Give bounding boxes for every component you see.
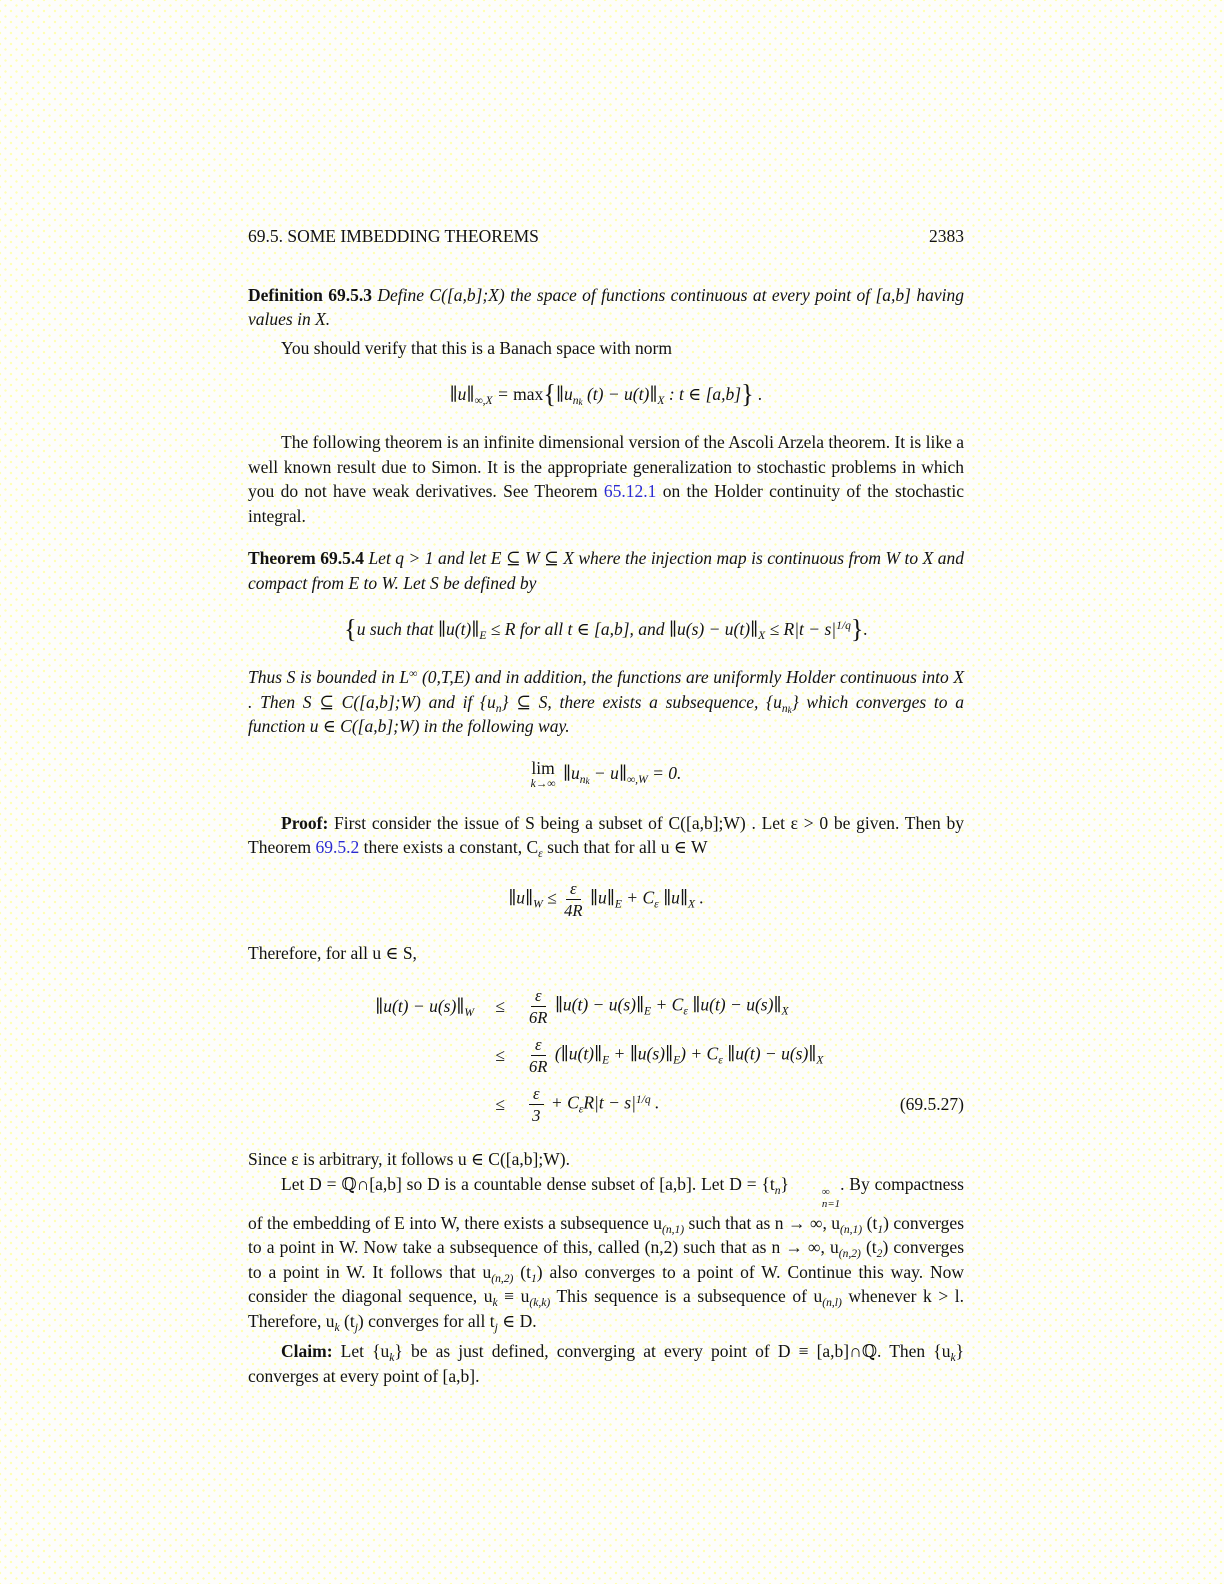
running-header — [248, 224, 964, 249]
since-epsilon-paragraph: Since ε is arbitrary, it follows u ∈ C([a,b];W). — [248, 1149, 570, 1170]
cross-reference-link[interactable]: 65.12.1 — [603, 481, 657, 501]
page-number: 2383 — [929, 226, 964, 246]
chain-row-3 — [248, 1083, 964, 1125]
definition-69-5-3: Definition 69.5.3 Define C([a,b];X) the space of functions continuous at every point of [a,b] having values in X. — [248, 284, 964, 329]
section-heading: 69.5. SOME IMBEDDING THEOREMS — [248, 226, 539, 246]
chain-rhs: $\frac{\varepsilon}{6R}$ ∥u(t) − $u(s)\parallel_E + C_\varepsilon$ ∥u(t) − $u(s)\parallel_X$ — [529, 985, 789, 1027]
cross-reference-link[interactable]: 69.5.2 — [315, 837, 360, 858]
diagonal-sequence-paragraph: Let D = ℚ∩[a,b] so D is a countable dense subset of [a,b]. Let $D = \{t_n\}$ ∞ n=1 . By compactness of the embedding of E into W, there exists a subsequence $u_{(n,1)}$ such that as n → ∞, $u_{(n,1)}$ $(t_1)$ converges to a point in W. Now take a subsequence of this, called (n,2) such that as n → ∞, $u_{(n,2)}$ $(t_2)$ converges to a point in W. It follows that $u_{(n,2)}$ $(t_1)$ also converges to a point of W. Continue this way. Now consider the diagonal sequence, $u_k \equiv u_{(k,k)}$ This sequence is a subsequence of $u_{(n,l)}$ whenever k > l. Therefore, $u_k$ $(t_j)$ converges for all $t_j$ ∈ D. — [248, 1173, 965, 1334]
chain-row-1 — [248, 985, 964, 1027]
page-text-block — [248, 224, 964, 1402]
chain-lhs: ∥u(t) − $u(s)\parallel_W$ — [375, 996, 474, 1020]
equation-chain-69-5-27 — [248, 985, 964, 1125]
claim-paragraph: Claim: Let $\{u_k\}$ be as just defined, converging at every point of D ≡ [a,b]∩ℚ. Then $\{u_k\}$ converges at every point of [a,b]. — [248, 1341, 964, 1386]
equation-w-norm-bound: $\parallel u\parallel_W$ ≤ $\frac{\varepsilon}{4R}$ $\parallel u\parallel_E + C_\varepsilon$ $\parallel u\parallel_X$ . — [508, 878, 704, 920]
inequality-sign: ≤ — [495, 1094, 505, 1115]
chain-rhs: $\frac{\varepsilon}{6R}$ ($\parallel u(t)\parallel_E$ + $\parallel u(s)\parallel_E) + C_\varepsilon$ ∥u(t) − $u(s)\parallel_X$ — [529, 1034, 824, 1076]
inequality-sign: ≤ — [495, 1045, 505, 1066]
theorem-69-5-4: Theorem 69.5.4 Let q > 1 and let E ⊆ W ⊆ X where the injection map is continuous from W to X and compact from E to W. Let S be defined by — [248, 548, 965, 593]
inequality-sign: ≤ — [495, 996, 505, 1017]
verify-banach-line: You should verify that this is a Banach space with norm — [281, 337, 672, 358]
equation-set-s-definition: {u such that $\parallel u(t)\parallel_E \le R$ for all t ∈ [a,b], and ∥u(s) − $u(t)\parallel_X \le R|t - s|^{1/q}$}. — [344, 614, 868, 644]
proof-paragraph: Proof: First consider the issue of S being a subset of C([a,b];W) . Let ε > 0 be given. Then by Theorem 69.5.2 there exists a constant, $C_\varepsilon$ such that for all u ∈ W — [248, 812, 964, 861]
equation-sup-norm: $\parallel u\parallel_{\infty,X}$ = $\max\{\parallel u_{nk}$ $(t) - u(t)\parallel_X$ : t ∈ [a,b]} . — [449, 379, 763, 409]
thus-s-bounded-paragraph: Thus S is bounded in L∞ (0,T,E) and in addition, the functions are uniformly Holder continuous into X . Then S ⊆ C([a,b];W) and if $\{u_n\}$ ⊆ S, there exists a subsequence, $\{u_{nk}\}$ which converges to a function u ∈ C([a,b];W) in the following way. — [248, 667, 965, 736]
chain-rhs: $\frac{\varepsilon}{3}$ + $C_\varepsilon R|t - s|^{1/q}$ . — [526, 1084, 900, 1125]
equation-limit-convergence: lim k→∞ $\parallel u_{nk}$ − $u\parallel_{\infty,W} = 0$. — [530, 758, 682, 790]
therefore-line: Therefore, for all u ∈ S, — [248, 942, 417, 963]
equation-number: (69.5.27) — [899, 1094, 964, 1115]
ascoli-arzela-paragraph: The following theorem is an infinite dimensional version of the Ascoli Arzela theorem. It is like a well known result due to Simon. It is the appropriate generalization to stochastic problems in which you do not have weak derivatives. See Theorem 65.12.1 on the Holder continuity of the stochastic integral. — [248, 432, 964, 526]
chain-row-2 — [248, 1034, 964, 1076]
